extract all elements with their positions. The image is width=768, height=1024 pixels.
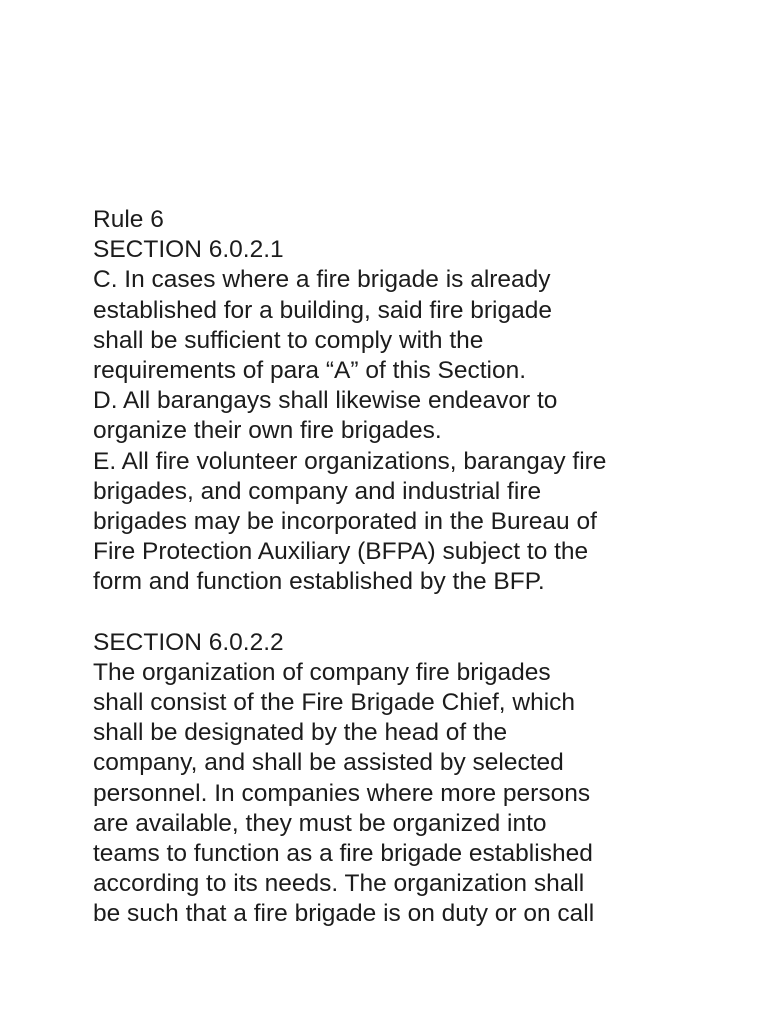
text-line: The organization of company fire brigades bbox=[93, 658, 551, 686]
text-line: shall be designated by the head of the bbox=[93, 719, 508, 747]
text-line: according to its needs. The organization shall bbox=[93, 870, 585, 898]
paragraph-d bbox=[93, 386, 733, 446]
text-line: C. In cases where a fire brigade is already bbox=[93, 266, 551, 294]
text-line: Fire Protection Auxiliary (BFPA) subject to the bbox=[93, 538, 589, 566]
text-line: form and function established by the BFP. bbox=[93, 568, 545, 596]
text-line: D. All barangays shall likewise endeavor to bbox=[93, 387, 558, 415]
section-6-0-2-2-body bbox=[93, 658, 733, 930]
text-line: teams to function as a fire brigade established bbox=[93, 839, 593, 867]
text-line: be such that a fire brigade is on duty or on call bbox=[93, 900, 595, 928]
section-heading-6-0-2-2: SECTION 6.0.2.2 bbox=[93, 628, 284, 656]
document-body bbox=[93, 205, 733, 930]
text-line: shall consist of the Fire Brigade Chief, which bbox=[93, 689, 576, 716]
paragraph-gap bbox=[93, 597, 733, 627]
text-line: requirements of para “A” of this Section. bbox=[93, 356, 527, 384]
text-line: organize their own fire brigades. bbox=[93, 417, 442, 445]
text-line: brigades, and company and industrial fire bbox=[93, 477, 542, 505]
paragraph-c bbox=[93, 265, 733, 386]
text-line: brigades may be incorporated in the Bureau of bbox=[93, 507, 597, 535]
text-line: shall be sufficient to comply with the bbox=[93, 326, 484, 354]
text-line: are available, they must be organized into bbox=[93, 809, 547, 837]
rule-title: Rule 6 bbox=[93, 206, 164, 233]
text-line: personnel. In companies where more persons bbox=[93, 779, 591, 807]
text-line: E. All fire volunteer organizations, barangay fire bbox=[93, 447, 607, 475]
text-line: company, and shall be assisted by selected bbox=[93, 749, 564, 777]
paragraph-e bbox=[93, 447, 733, 598]
text-line: established for a building, said fire brigade bbox=[93, 296, 552, 324]
section-heading-6-0-2-1: SECTION 6.0.2.1 bbox=[93, 236, 284, 264]
